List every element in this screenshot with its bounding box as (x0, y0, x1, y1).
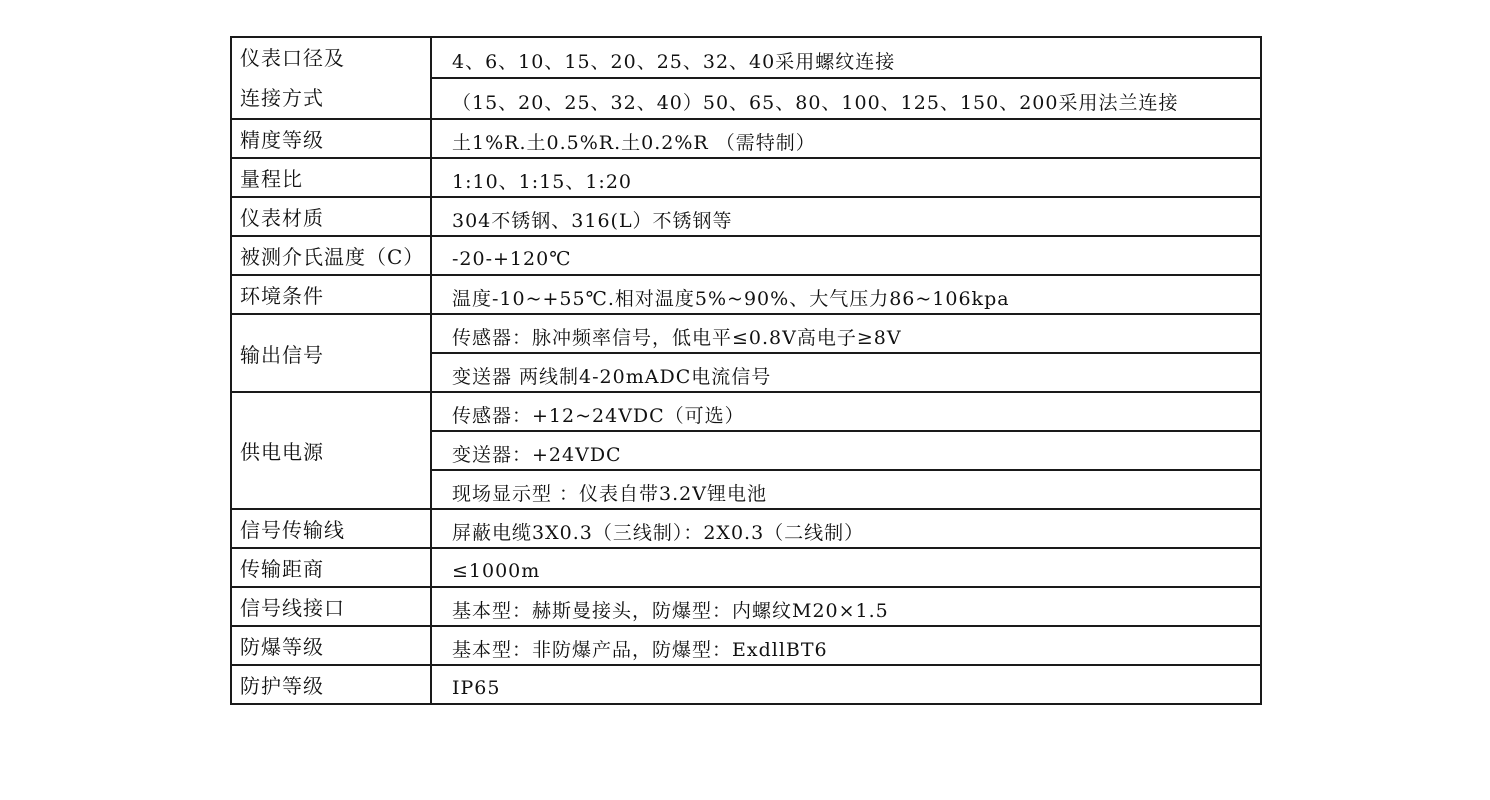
table-row (231, 37, 1261, 78)
row-label-signal-interface: 信号线接口 (231, 587, 431, 626)
row-label-line: 连接方式 (240, 86, 324, 110)
row-value: 基本型：赫斯曼接头，防爆型：内螺纹M20×1.5 (431, 587, 1261, 626)
row-value: 变送器 两线制4-20mADC电流信号 (431, 353, 1261, 392)
row-label-caliber-connection (231, 37, 431, 119)
table-row (231, 236, 1261, 275)
row-label-protection-grade: 防护等级 (231, 665, 431, 704)
row-value: 1:10、1:15、1:20 (431, 158, 1261, 197)
row-value: 现场显示型 ：仪表自带3.2V锂电池 (431, 470, 1261, 509)
row-label-environment: 环境条件 (231, 275, 431, 314)
row-label-range-ratio: 量程比 (231, 158, 431, 197)
table-row (231, 158, 1261, 197)
table-row (231, 509, 1261, 548)
row-value: 304不锈钢、316(L）不锈钢等 (431, 197, 1261, 236)
row-label-output-signal: 输出信号 (231, 314, 431, 392)
row-value: 基本型：非防爆产品，防爆型：ExdllBT6 (431, 626, 1261, 665)
table-row (231, 587, 1261, 626)
table-row (231, 119, 1261, 158)
row-value: 屏蔽电缆3X0.3（三线制）：2X0.3（二线制） (431, 509, 1261, 548)
row-value: 传感器：脉冲频率信号，低电平≤0.8V高电子≥8V (431, 314, 1261, 353)
row-label-signal-cable: 信号传输线 (231, 509, 431, 548)
row-label-power-supply: 供电电源 (231, 392, 431, 509)
table-row (231, 665, 1261, 704)
row-value: 变送器：+24VDC (431, 431, 1261, 470)
row-label-material: 仪表材质 (231, 197, 431, 236)
table-row (231, 626, 1261, 665)
row-value: -20-+120℃ (431, 236, 1261, 275)
row-label-accuracy: 精度等级 (231, 119, 431, 158)
table-row (231, 314, 1261, 353)
row-value: 4、6、10、15、20、25、32、40采用螺纹连接 (431, 37, 1261, 78)
row-value: 土1%R.土0.5%R.土0.2%R （需特制） (431, 119, 1261, 158)
row-label-line: 仪表口径及 (240, 46, 345, 70)
row-value: （15、20、25、32、40）50、65、80、100、125、150、200采用法兰连接 (431, 78, 1261, 119)
row-value: IP65 (431, 665, 1261, 704)
row-label-transmission-distance: 传输距商 (231, 548, 431, 587)
row-value: 温度-10~+55℃.相对温度5%~90%、大气压力86~106kpa (431, 275, 1261, 314)
table-row (231, 548, 1261, 587)
spec-table (230, 36, 1262, 705)
table-row (231, 392, 1261, 431)
row-value: 传感器：+12~24VDC（可选） (431, 392, 1261, 431)
row-value: ≤1000m (431, 548, 1261, 587)
table-row (231, 275, 1261, 314)
table-row (231, 197, 1261, 236)
row-label-medium-temperature: 被测介氏温度（C） (231, 236, 431, 275)
row-label-explosion-proof: 防爆等级 (231, 626, 431, 665)
